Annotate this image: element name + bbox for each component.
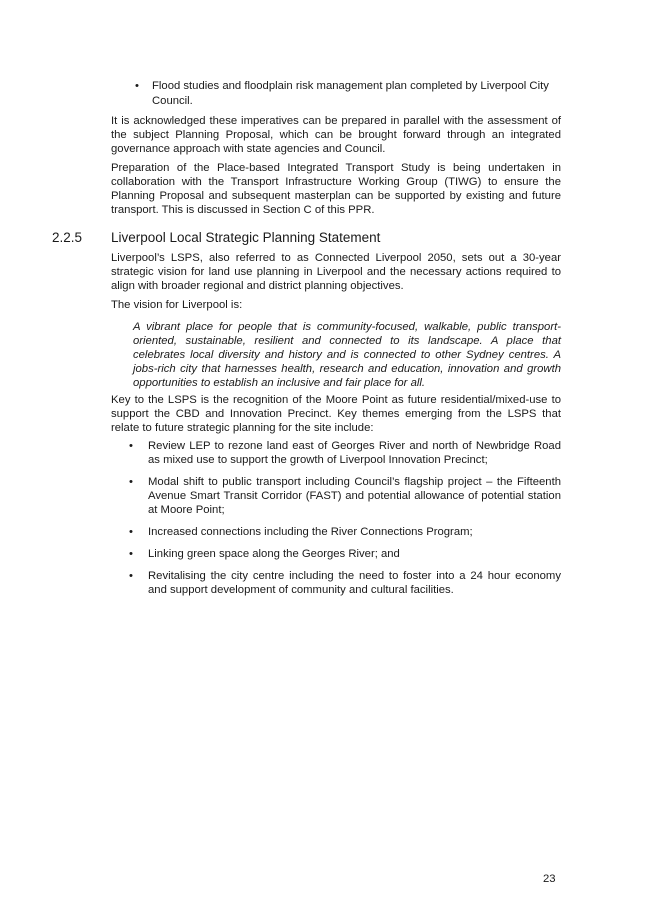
bullet-marker: •	[135, 80, 139, 92]
paragraph-key-themes-intro: Key to the LSPS is the recognition of the Moore Point as future residential/mixed-use to support the CBD and Innovation Precinct. Key themes emerging from the LSPS that relate to future strategic planning for the site include:	[111, 394, 561, 434]
paragraph-parallel-assessment: It is acknowledged these imperatives can be prepared in parallel with the assessment of the subject Planning Proposal, which can be brought forward through an integrated governance approach with state agencies and Council.	[111, 115, 561, 155]
section-number: 2.2.5	[52, 230, 83, 245]
list-item	[111, 547, 561, 561]
list-item	[111, 439, 561, 467]
paragraph-lsps-intro: Liverpool’s LSPS, also referred to as Connected Liverpool 2050, sets out a 30-year strategic vision for land use planning in Liverpool and the necessary actions required to align with broader regional and district planning objectives.	[111, 252, 561, 292]
list-item	[111, 475, 561, 517]
paragraph-vision-intro: The vision for Liverpool is:	[111, 299, 243, 311]
vision-quote: A vibrant place for people that is community-focused, walkable, public transport-oriented, sustainable, resilient and connected to its landscape. A place that celebrates local diversity and history and is connected to other Sydney centres. A jobs-rich city that harnesses health, research and education, innovation and growth opportunities to establish an inclusive and fair place for all.	[133, 321, 561, 389]
list-item-text: Increased connections including the River Connections Program;	[148, 526, 473, 538]
key-themes-list	[111, 439, 561, 605]
bullet-marker: •	[129, 440, 133, 452]
section-title: Liverpool Local Strategic Planning Statement	[111, 230, 381, 245]
list-item	[111, 569, 561, 597]
list-item-text: Review LEP to rezone land east of Georges River and north of Newbridge Road as mixed use to support the growth of Liverpool Innovation Precinct;	[148, 440, 561, 466]
section-heading	[52, 230, 572, 246]
bullet-marker: •	[129, 526, 133, 538]
bullet-text: Flood studies and floodplain risk management plan completed by Liverpool City Council.	[152, 80, 549, 107]
list-item-text: Linking green space along the Georges River; and	[148, 548, 400, 560]
list-item-text: Modal shift to public transport including Council’s flagship project – the Fifteenth Avenue Smart Transit Corridor (FAST) and potential allowance of potential station at Moore Point;	[148, 476, 561, 516]
bullet-marker: •	[129, 476, 133, 488]
bullet-marker: •	[129, 570, 133, 582]
flood-studies-bullet	[135, 79, 561, 109]
bullet-marker: •	[129, 548, 133, 560]
list-item-text: Revitalising the city centre including the need to foster into a 24 hour economy and support development of community and cultural facilities.	[148, 570, 561, 596]
page-number: 23	[543, 873, 556, 885]
paragraph-transport-study: Preparation of the Place-based Integrated Transport Study is being undertaken in collaboration with the Transport Infrastructure Working Group (TIWG) to ensure the Planning Proposal and subsequent masterplan can be supported by existing and future transport. This is discussed in Section C of this PPR.	[111, 162, 561, 216]
list-item	[111, 525, 561, 539]
